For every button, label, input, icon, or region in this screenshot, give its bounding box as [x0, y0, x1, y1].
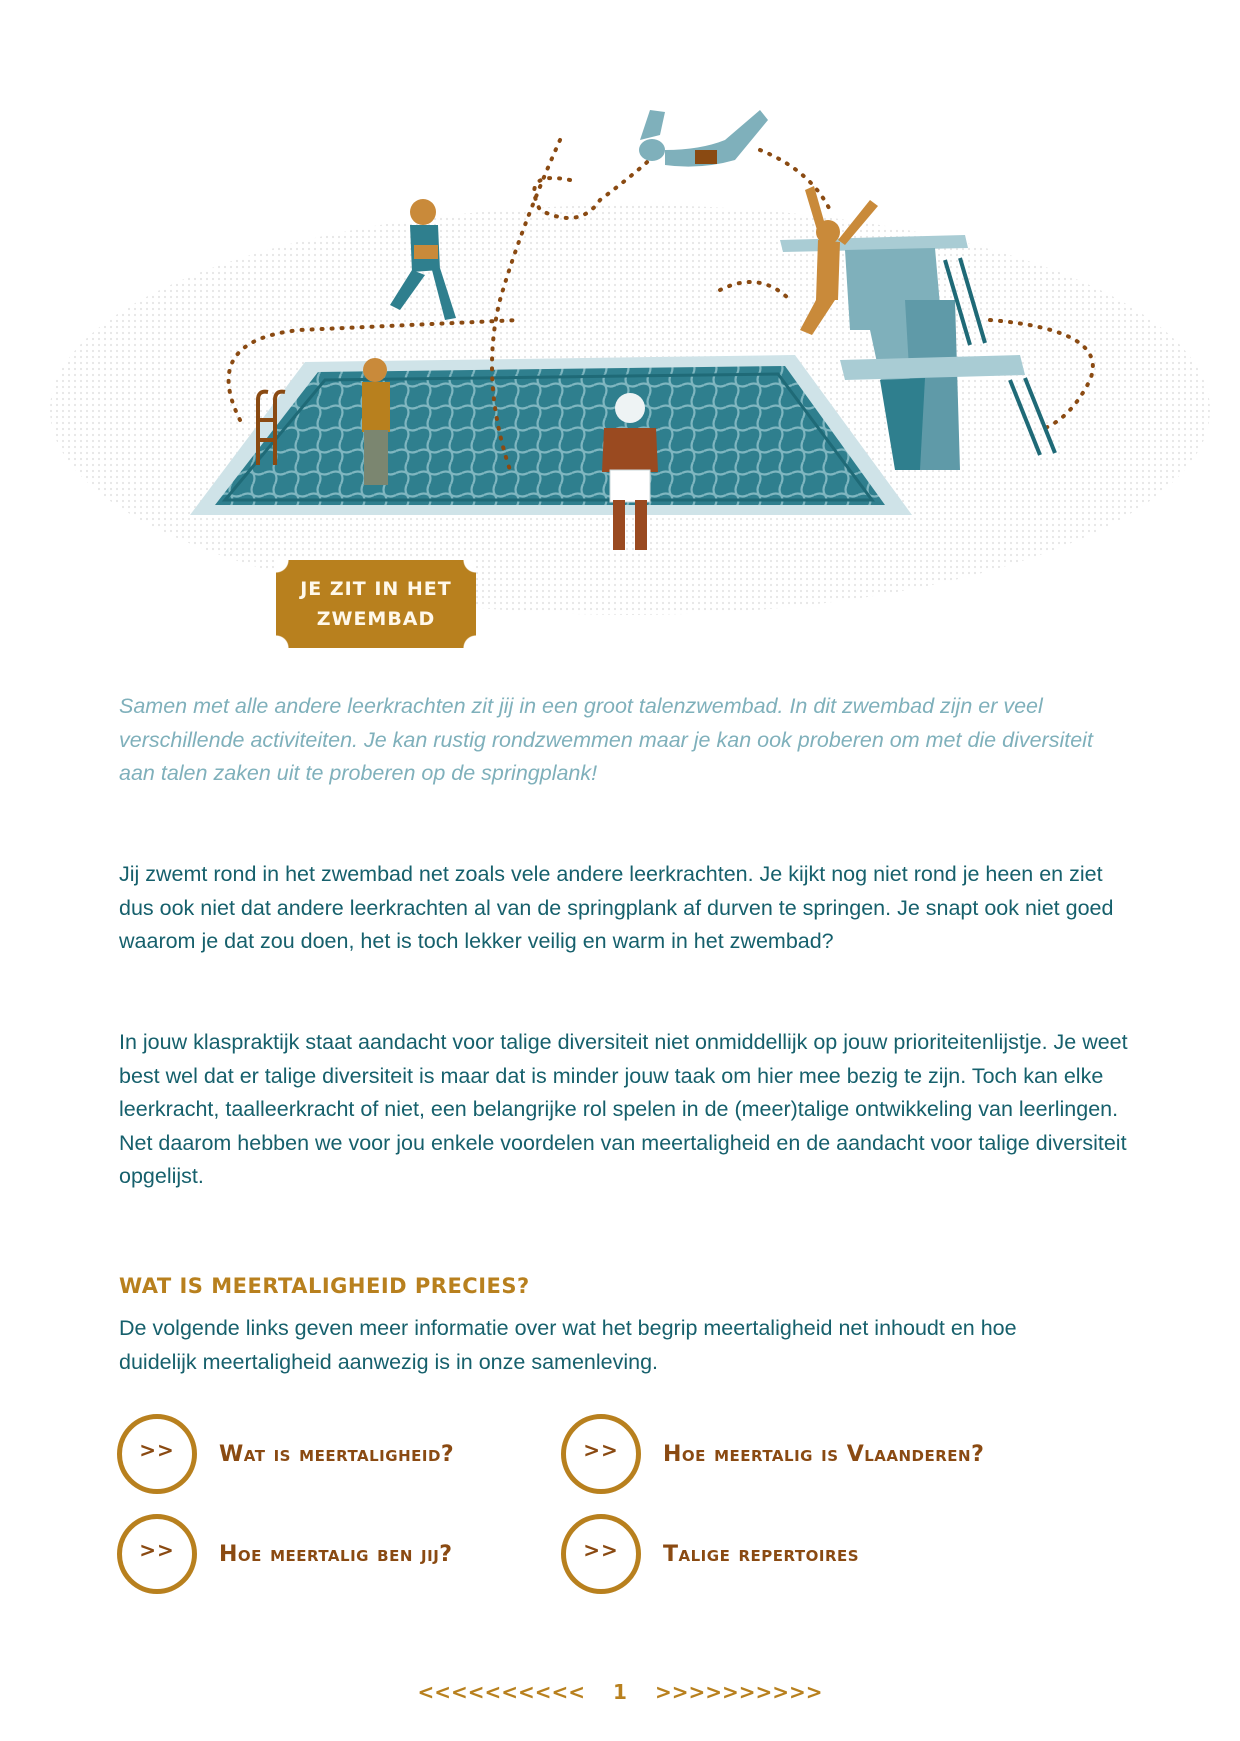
body-paragraph-1: Jij zwemt rond in het zwembad net zoals vele andere leerkrachten. Je kijkt nog niet rond je heen en ziet dus ook niet dat andere leerkrachten al van de springplank af durven te springen. Je snapt ook niet goed waarom je dat zou doen, het is toch lekker veilig en warm in het zwembad?	[119, 862, 1114, 953]
intro-text: Samen met alle andere leerkrachten zit jij in een groot talenzwembad. In dit zwembad zijn er veel verschillende activiteiten. Je kan rustig rondzwemmen maar je kan ook proberen om met die diversiteit aan talen zaken uit te proberen op de springplank!	[119, 694, 1093, 785]
link-talige-repertoires[interactable]	[561, 1514, 859, 1594]
link-wat-is-meertaligheid[interactable]	[117, 1414, 454, 1494]
link-label: Hoe meertalig is Vlaanderen?	[663, 1441, 985, 1467]
next-page-button[interactable]: >>>>>>>>>>	[654, 1680, 823, 1704]
body-paragraph-2: In jouw klaspraktijk staat aandacht voor talige diversiteit niet onmiddellijk op jouw prioriteitenlijstje. Je weet best wel dat er talige diversiteit is maar dat is minder jouw taak om hier mee bezig te zijn. Toch kan elke leerkracht, taalleerkracht of niet, een belangrijke rol spelen in de (meer)talige ontwikkeling van leerlingen. Net daarom hebben we voor jou enkele voordelen van meertaligheid en de aandacht voor talige diversiteit opgelijst.	[119, 1030, 1128, 1188]
swimming-pool-illustration	[0, 0, 1240, 660]
page-number: 1	[613, 1680, 627, 1704]
pagination	[0, 1680, 1240, 1704]
link-hoe-meertalig-ben-jij[interactable]	[117, 1514, 453, 1594]
badge-line-2: ZWEMBAD	[316, 608, 436, 630]
section-heading: WAT IS MEERTALIGHEID PRECIES?	[119, 1274, 530, 1298]
link-hoe-meertalig-is-vlaanderen[interactable]	[561, 1414, 984, 1494]
badge-line-1: JE ZIT IN HET	[300, 578, 452, 600]
previous-page-button[interactable]: <<<<<<<<<<	[417, 1680, 586, 1704]
link-label: Wat is meertaligheid?	[219, 1441, 455, 1467]
link-label: Hoe meertalig ben jij?	[219, 1541, 453, 1567]
arrow-icon: >>	[561, 1514, 641, 1594]
link-label: Talige repertoires	[663, 1541, 860, 1567]
arrow-icon: >>	[561, 1414, 641, 1494]
section-text: De volgende links geven meer informatie over wat het begrip meertaligheid net inhoudt en hoe duidelijk meertaligheid aanwezig is in onze samenleving.	[119, 1316, 1017, 1374]
location-badge	[276, 560, 476, 648]
arrow-icon: >>	[117, 1414, 197, 1494]
arrow-icon: >>	[117, 1514, 197, 1594]
diver-figure	[639, 110, 768, 167]
